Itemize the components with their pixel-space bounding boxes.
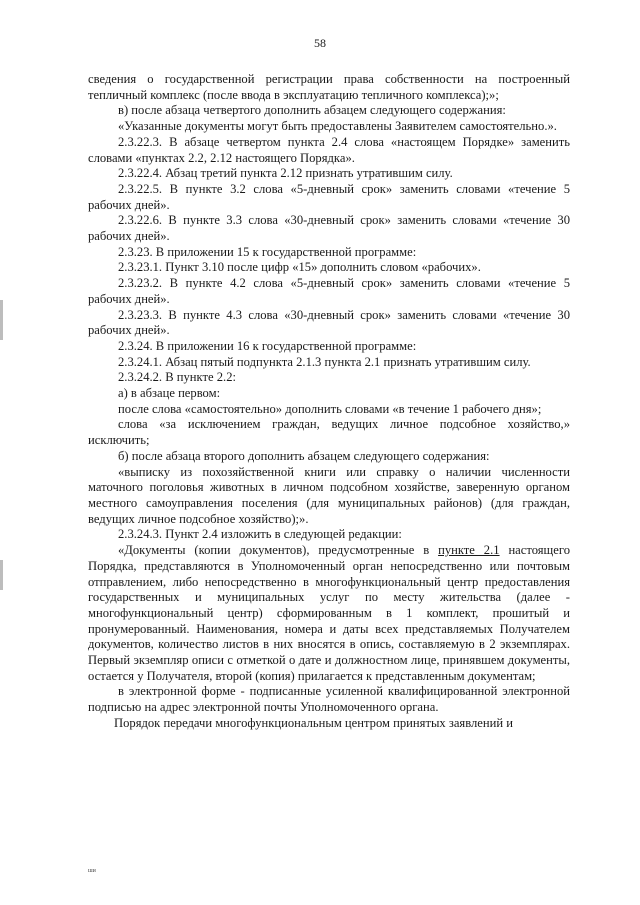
paragraph: 2.3.24.1. Абзац пятый подпункта 2.1.3 пункта 2.1 признать утратившим силу. [118, 354, 531, 369]
paragraph: 2.3.22.6. В пункте 3.3 слова «30-дневный срок» заменить словами «течение 30 рабочих дней». [88, 213, 570, 244]
paragraph: 2.3.23.3. В пункте 4.3 слова «30-дневный срок» заменить словами «течение 30 рабочих дней». [88, 307, 570, 338]
paragraph: 2.3.23. В приложении 15 к государственной программе: [118, 244, 417, 259]
paragraph: в электронной форме - подписанные усиленной квалифицированной электронной подписью на адрес электронной почты Уполномоченного органа. [88, 684, 570, 715]
footer-mark: ши [88, 868, 96, 874]
paragraph: Порядок передачи многофункциональным центром принятых заявлений и [114, 715, 513, 730]
document-body [88, 72, 570, 732]
paragraph: 2.3.22.3. В абзаце четвертом пункта 2.4 слова «настоящем Порядке» заменить словами «пунктах 2.2, 2.12 настоящего Порядка». [88, 134, 570, 165]
paragraph-2-4 [88, 543, 570, 684]
paragraph-text: настоящего Порядка, представляются в Уполномоченный орган непосредственно или почтовым отправлением, либо непосредственно в многофункциональный центр предоставления государственных и муниципальных услуг по месту жительства (далее - многофункциональный центр) сформированным в 1 комплект, прошитый и пронумерованный. Наименования, номера и даты всех представляемых Получателем документов, количество листов в них вносятся в опись, составляемую в 2 экземплярах. Первый экземпляр описи с отметкой о дате и должностном лице, принявшем документы, остается у Получателя, второй (копия) прилагается к представленным документам; [88, 543, 570, 683]
scan-edge-mark [0, 300, 3, 340]
paragraph: 2.3.22.5. В пункте 3.2 слова «5-дневный срок» заменить словами «течение 5 рабочих дней». [88, 181, 570, 212]
paragraph: сведения о государственной регистрации права собственности на построенный тепличный комплекс (после ввода в эксплуатацию тепличного комплекса);»; [88, 72, 570, 102]
scan-edge-mark [0, 560, 3, 590]
paragraph: 2.3.22.4. Абзац третий пункта 2.12 признать утратившим силу. [118, 166, 453, 181]
paragraph-text: «Документы (копии документов), предусмотренные в [118, 543, 439, 558]
paragraph: в) после абзаца четвертого дополнить абзацем следующего содержания: [118, 103, 506, 118]
paragraph: 2.3.24.3. Пункт 2.4 изложить в следующей редакции: [118, 527, 402, 542]
paragraph: б) после абзаца второго дополнить абзацем следующего содержания: [118, 448, 490, 463]
paragraph: 2.3.23.1. Пункт 3.10 после цифр «15» дополнить словом «рабочих». [118, 260, 481, 275]
paragraph: 2.3.23.2. В пункте 4.2 слова «5-дневный срок» заменить словами «течение 5 рабочих дней». [88, 276, 570, 306]
paragraph: «выписку из похозяйственной книги или справку о наличии численности маточного поголовья животных в личном подсобном хозяйстве, заверенную органом местного самоуправления поселения (для муниципальных районов) (для граждан, ведущих личное подсобное хозяйство);». [88, 464, 570, 526]
paragraph: после слова «самостоятельно» дополнить словами «в течение 1 рабочего дня»; [118, 401, 542, 416]
paragraph: 2.3.24.2. В пункте 2.2: [118, 370, 236, 385]
paragraph: слова «за исключением граждан, ведущих личное подсобное хозяйство,» исключить; [88, 417, 570, 448]
page-number: 58 [314, 36, 326, 50]
paragraph: «Указанные документы могут быть предоставлены Заявителем самостоятельно.». [118, 119, 557, 134]
reference-link[interactable]: пункте 2.1 [438, 543, 500, 558]
paragraph: 2.3.24. В приложении 16 к государственной программе: [118, 338, 417, 353]
paragraph: а) в абзаце первом: [118, 386, 221, 401]
